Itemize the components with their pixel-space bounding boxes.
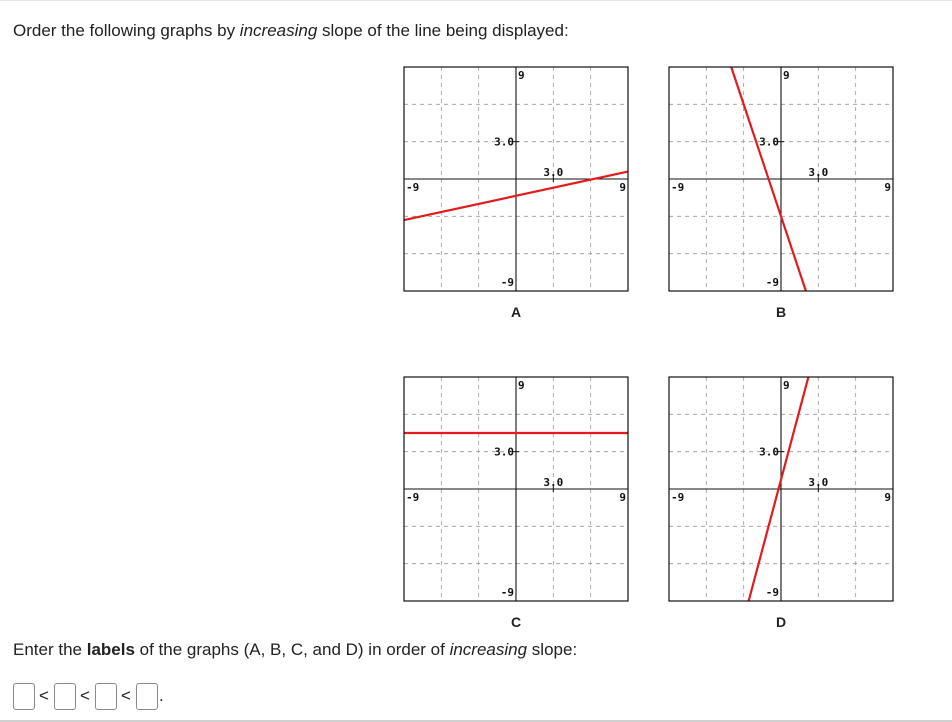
y-min-label: -9 bbox=[765, 276, 779, 289]
x-max-label: 9 bbox=[884, 491, 891, 504]
less-than-sign: < bbox=[39, 686, 49, 705]
x-max-label: 9 bbox=[884, 181, 891, 194]
answer-box-2[interactable] bbox=[54, 683, 76, 710]
y-tick-label: 3.0 bbox=[494, 445, 514, 459]
less-than-sign: < bbox=[80, 686, 90, 705]
y-max-label: 9 bbox=[518, 379, 525, 392]
y-min-label: -9 bbox=[500, 276, 514, 289]
y-tick-label: 3.0 bbox=[759, 445, 779, 459]
graph-label-a: A bbox=[510, 304, 522, 320]
graph-canvas bbox=[403, 376, 629, 602]
x-tick-label: 3.0 bbox=[543, 166, 564, 179]
question-prompt: Order the following graphs by increasing slope of the line being displayed: bbox=[13, 21, 569, 40]
graph-b bbox=[668, 66, 894, 292]
x-min-label: -9 bbox=[406, 491, 420, 504]
y-max-label: 9 bbox=[783, 379, 790, 392]
x-tick-label: 3.0 bbox=[543, 476, 564, 489]
graph-label-d: D bbox=[775, 614, 787, 630]
y-tick-label: 3.0 bbox=[759, 135, 779, 149]
x-min-label: -9 bbox=[671, 181, 685, 194]
graph-canvas bbox=[668, 66, 894, 292]
y-min-label: -9 bbox=[765, 586, 779, 599]
graph-a bbox=[403, 66, 629, 292]
graph-d bbox=[668, 376, 894, 602]
y-min-label: -9 bbox=[500, 586, 514, 599]
answer-box-1[interactable] bbox=[13, 683, 35, 710]
graph-c bbox=[403, 376, 629, 602]
answer-box-3[interactable] bbox=[95, 683, 117, 710]
graph-canvas bbox=[668, 376, 894, 602]
less-than-sign: < bbox=[121, 686, 131, 705]
graph-canvas bbox=[403, 66, 629, 292]
x-max-label: 9 bbox=[619, 491, 626, 504]
answer-instruction: Enter the labels of the graphs (A, B, C, and D) in order of increasing slope: bbox=[13, 640, 578, 659]
answer-box-4[interactable] bbox=[136, 683, 158, 710]
x-tick-label: 3.0 bbox=[808, 166, 829, 179]
period: . bbox=[159, 686, 164, 705]
graph-label-b: B bbox=[775, 304, 787, 320]
x-min-label: -9 bbox=[671, 491, 685, 504]
x-min-label: -9 bbox=[406, 181, 420, 194]
graph-label-c: C bbox=[510, 614, 522, 630]
x-tick-label: 3.0 bbox=[808, 476, 829, 489]
y-tick-label: 3.0 bbox=[494, 135, 514, 149]
top-divider bbox=[0, 0, 952, 1]
y-max-label: 9 bbox=[783, 69, 790, 82]
x-max-label: 9 bbox=[619, 181, 626, 194]
y-max-label: 9 bbox=[518, 69, 525, 82]
